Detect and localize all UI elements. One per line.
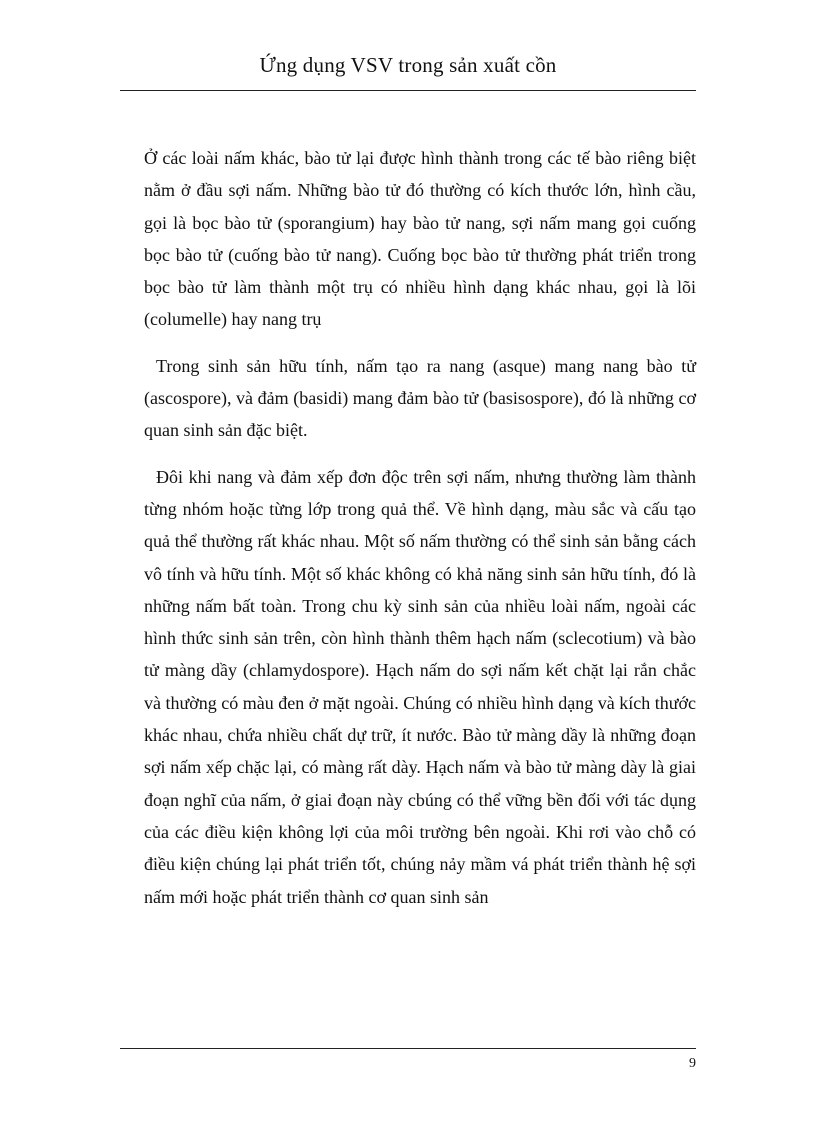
- body-text: [144, 142, 696, 913]
- header-divider: [120, 90, 696, 91]
- running-header-title: Ứng dụng VSV trong sản xuất cồn: [259, 53, 557, 77]
- paragraph-2: Trong sinh sản hữu tính, nấm tạo ra nang (asque) mang nang bào tử (ascospore), và đảm (basidi) mang đảm bào tử (basisospore), đó là những cơ quan sinh sản đặc biệt.: [144, 355, 696, 441]
- page-number: 9: [689, 1056, 696, 1071]
- footer-divider: [120, 1048, 696, 1049]
- paragraph-3: Đôi khi nang và đảm xếp đơn độc trên sợi nấm, nhưng thường làm thành từng nhóm hoặc từng lớp trong quả thể. Về hình dạng, màu sắc và cấu tạo quả thể thường rất khác nhau. Một số nấm thường có thể sinh sản bằng cách vô tính và hữu tính. Một số khác không có khả năng sinh sản hữu tính, đó là những nấm bất toàn. Trong chu kỳ sinh sản của nhiều loài nấm, ngoài các hình thức sinh sản trên, còn hình thành thêm hạch nấm (sclecotium) và bào tử màng dầy (chlamydospore). Hạch nấm do sợi nấm kết chặt lại rắn chắc và thường có màu đen ở mặt ngoài. Chúng có nhiều hình dạng và kích thước khác nhau, chứa nhiều chất dự trữ, ít nước. Bào tử màng dầy là những đoạn sợi nấm xếp chặc lại, có màng rất dày. Hạch nấm và bào tử màng dày là giai đoạn nghĩ của nấm, ở giai đoạn này cbúng có thể vững bền đối với tác dụng của các điều kiện không lợi của môi trường bên ngoài. Khi rơi vào chỗ có điều kiện chúng lại phát triển tốt, chúng nảy mầm vá phát triển thành hệ sợi nấm mới hoặc phát triển thành cơ quan sinh sản: [144, 466, 696, 907]
- paragraph-1: Ở các loài nấm khác, bào tử lại được hình thành trong các tế bào riêng biệt nằm ở đầu sợi nấm. Những bào tử đó thường có kích thước lớn, hình cầu, gọi là bọc bào tử (sporangium) hay bào tử nang, sợi nấm mang gọi cuống bọc bào tử (cuống bào tử nang). Cuống bọc bào tử thường phát triển trong bọc bào tử làm thành một trụ có nhiều hình dạng khác nhau, gọi là lõi (columelle) hay nang trụ: [144, 148, 696, 330]
